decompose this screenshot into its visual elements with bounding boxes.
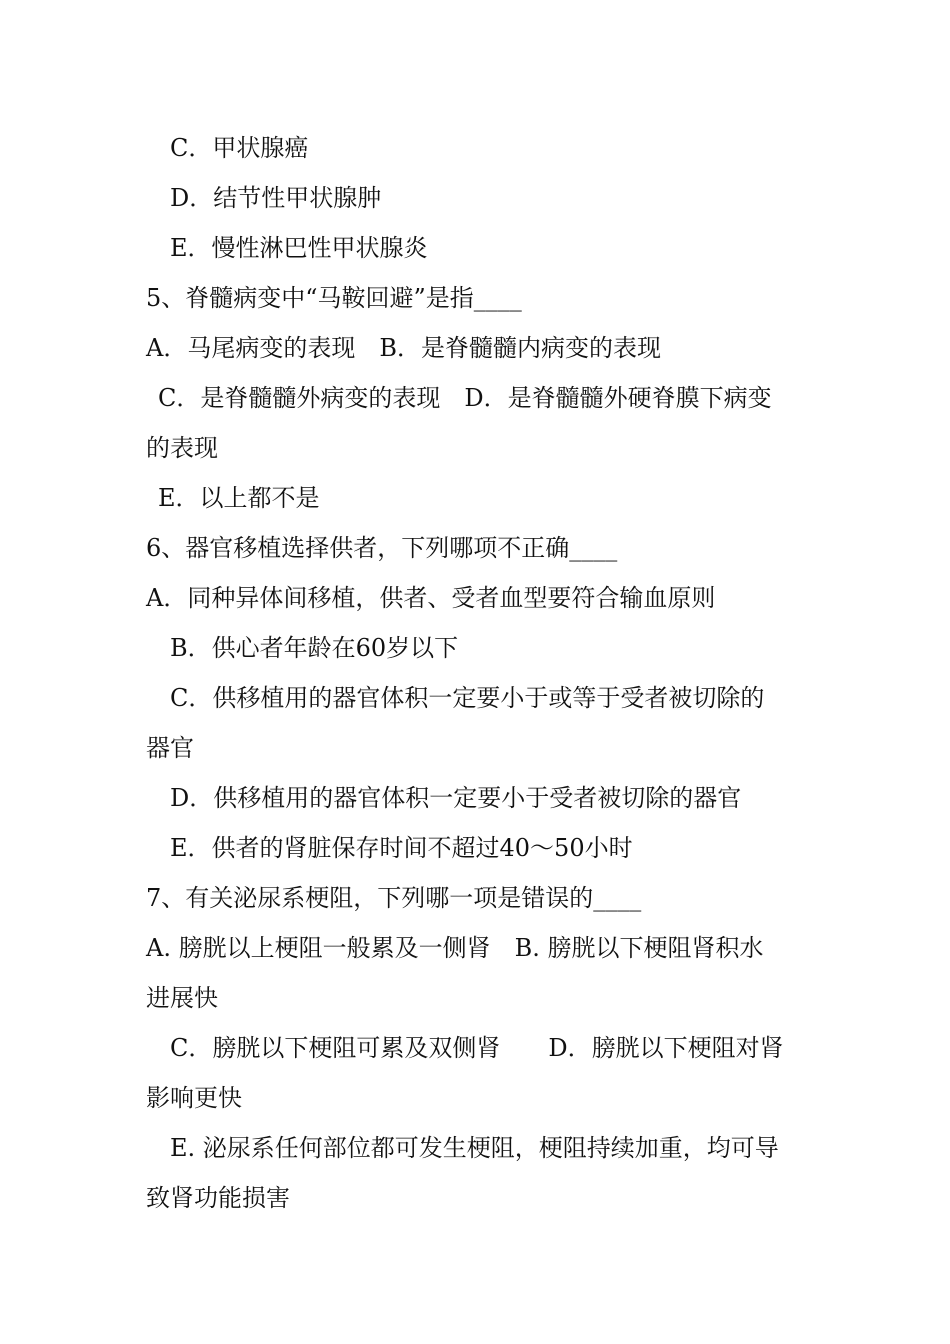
option-d-q4: D．结节性甲状腺肿: [170, 184, 382, 212]
option-d-q6: D．供移植用的器官体积一定要小于受者被切除的器官: [170, 784, 742, 812]
options-cd-q5-cont: 的表现: [146, 434, 218, 462]
options-ab-q5: A．马尾病变的表现 B．是脊髓髓内病变的表现: [146, 334, 661, 362]
options-cd-q7-cont: 影响更快: [146, 1084, 242, 1112]
question-7: 7、有关泌尿系梗阻，下列哪一项是错误的____: [146, 884, 642, 912]
option-b-q6: B．供心者年龄在60岁以下: [170, 634, 459, 662]
question-6: 6、器官移植选择供者，下列哪项不正确____: [146, 534, 618, 562]
options-cd-q7: C．膀胱以下梗阻可累及双侧肾 D．膀胱以下梗阻对肾: [170, 1034, 784, 1062]
option-e-q5: E．以上都不是: [158, 484, 320, 512]
question-5: 5、脊髓病变中“马鞍回避”是指____: [146, 284, 522, 312]
options-ab-q7-cont: 进展快: [146, 984, 218, 1012]
option-e-q6: E．供者的肾脏保存时间不超过40～50小时: [170, 834, 633, 862]
option-a-q6: A．同种异体间移植，供者、受者血型要符合输血原则: [146, 584, 716, 612]
options-cd-q5: C．是脊髓髓外病变的表现 D．是脊髓髓外硬脊膜下病变: [158, 384, 772, 412]
option-e-q7-cont: 致肾功能损害: [146, 1184, 290, 1212]
option-c-q6-cont: 器官: [146, 734, 194, 762]
options-ab-q7: A. 膀胱以上梗阻一般累及一侧肾 B. 膀胱以下梗阻肾积水: [146, 934, 764, 962]
option-c-q4: C．甲状腺癌: [170, 134, 309, 162]
option-e-q7: E. 泌尿系任何部位都可发生梗阻，梗阻持续加重，均可导: [170, 1134, 779, 1162]
option-c-q6: C．供移植用的器官体积一定要小于或等于受者被切除的: [170, 684, 765, 712]
option-e-q4: E．慢性淋巴性甲状腺炎: [170, 234, 428, 262]
